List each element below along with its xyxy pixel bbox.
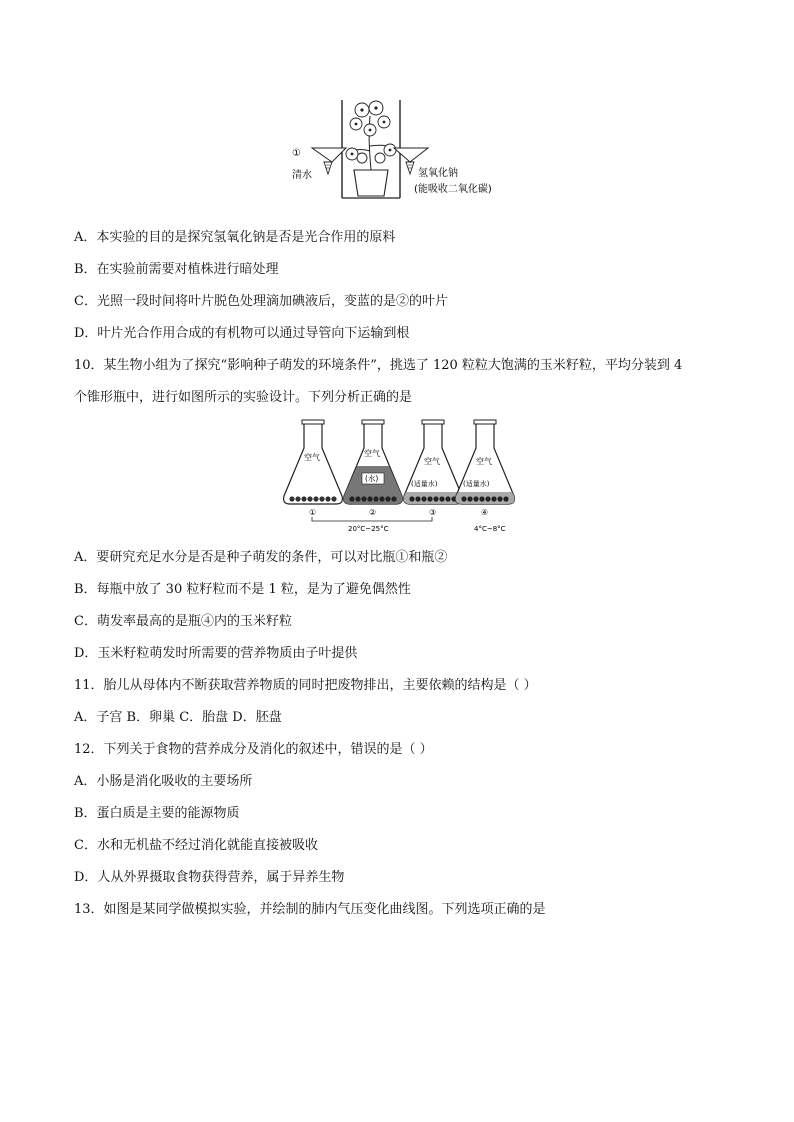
flask-number-4: ④	[481, 508, 489, 517]
q10-option-b: B．每瓶中放了 30 粒籽粒而不是 1 粒，是为了避免偶然性	[74, 582, 411, 597]
q9-option-c: C．光照一段时间将叶片脱色处理滴加碘液后，变蓝的是②的叶片	[74, 294, 448, 309]
flask-1-air-label: 空气	[304, 453, 320, 462]
flask-number-2: ②	[369, 508, 377, 517]
q10-option-a: A．要研究充足水分是否是种子萌发的条件，可以对比瓶①和瓶②	[74, 550, 448, 565]
flask-3-air-label: 空气	[424, 457, 440, 466]
flask-2-air-label: 空气	[364, 449, 380, 458]
q10-stem-line-2: 个锥形瓶中，进行如图所示的实验设计。下列分析正确的是	[74, 390, 413, 405]
temp-cold-label: 4°C~8°C	[474, 525, 506, 533]
q10-option-c: C．萌发率最高的是瓶④内的玉米籽粒	[74, 614, 292, 629]
figure1-label-naoh-note: (能吸收二氧化碳)	[414, 184, 492, 195]
q12-option-a: A．小肠是消化吸收的主要场所	[74, 774, 253, 789]
flask-experiment-figure	[280, 418, 520, 536]
flask-2-water-label: (水)	[365, 474, 379, 483]
q9-option-a: A．本实验的目的是探究氢氧化钠是否是光合作用的原料	[74, 230, 396, 245]
figure1-label-water: 清水	[292, 170, 312, 181]
flask-2	[344, 420, 403, 504]
q11-stem: 11．胎儿从母体内不断获取营养物质的同时把废物排出，主要依赖的结构是（ ）	[74, 678, 537, 693]
q13-stem: 13．如图是某同学做模拟实验，并绘制的肺内气压变化曲线图。下列选项正确的是	[74, 902, 546, 917]
temp-warm-label: 20°C~25°C	[348, 525, 389, 533]
flask-3	[404, 420, 463, 504]
q12-option-d: D．人从外界摄取食物获得营养，属于异养生物	[74, 870, 345, 885]
plant-experiment-figure	[290, 96, 520, 206]
figure1-label-1: ①	[292, 148, 301, 159]
figure1-label-naoh: 氢氧化钠	[418, 168, 458, 179]
q9-option-d: D．叶片光合作用合成的有机物可以通过导管向下运输到根	[74, 326, 410, 341]
q12-option-c: C．水和无机盐不经过消化就能直接被吸收	[74, 838, 318, 853]
q11-options: A．子宫 B．卵巢 C．胎盘 D．胚盘	[74, 710, 282, 725]
q12-stem: 12．下列关于食物的营养成分及消化的叙述中，错误的是（ ）	[74, 742, 433, 757]
flask-4-air-label: 空气	[476, 457, 492, 466]
flask-4-moderate-water-label: (适量水)	[463, 480, 490, 488]
q12-option-b: B．蛋白质是主要的能源物质	[74, 806, 240, 821]
q10-stem-line-1: 10．某生物小组为了探究“影响种子萌发的环境条件”，挑选了 120 粒粒大饱满的玉米籽粒，平均分装到 4	[74, 358, 683, 373]
flask-number-3: ③	[429, 508, 437, 517]
flask-3-moderate-water-label: (适量水)	[411, 480, 438, 488]
flask-4	[456, 420, 515, 504]
flask-number-1: ①	[309, 508, 317, 517]
flask-1	[284, 420, 343, 504]
q10-option-d: D．玉米籽粒萌发时所需要的营养物质由子叶提供	[74, 646, 358, 661]
q9-option-b: B．在实验前需要对植株进行暗处理	[74, 262, 279, 277]
